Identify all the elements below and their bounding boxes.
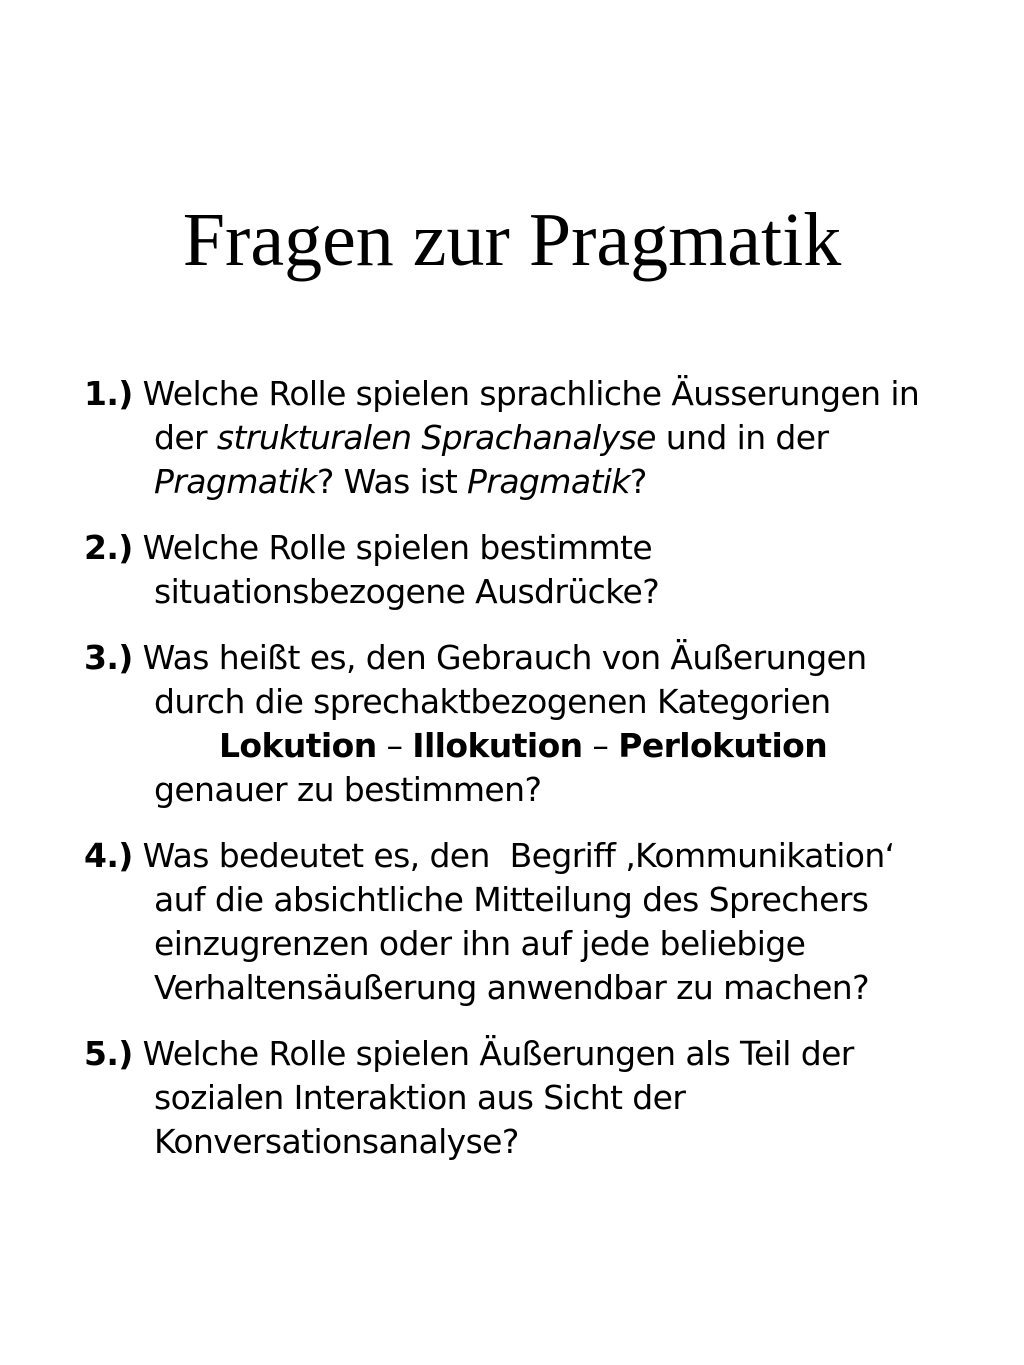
question-text: Was heißt es, den Gebrauch von Äußerungen bbox=[142, 638, 867, 677]
question-text: ? Was ist bbox=[316, 462, 468, 501]
question-text: Welche Rolle spielen bestimmte bbox=[142, 528, 653, 567]
question-5 bbox=[84, 1032, 984, 1164]
question-text: und in der bbox=[655, 418, 829, 457]
category-lokution: Lokution bbox=[219, 726, 377, 765]
question-3 bbox=[84, 636, 984, 812]
question-text: ? bbox=[629, 462, 647, 501]
question-number: 5.) bbox=[84, 1034, 133, 1073]
question-number: 3.) bbox=[84, 638, 133, 677]
question-1-line-3 bbox=[84, 460, 984, 504]
question-3-line-2: durch die sprechaktbezogenen Kategorien bbox=[154, 682, 831, 721]
question-number: 2.) bbox=[84, 528, 133, 567]
question-4-line-1 bbox=[84, 834, 984, 878]
category-perlokution: Perlokution bbox=[618, 726, 828, 765]
question-4-line-4: Verhaltensäußerung anwendbar zu machen? bbox=[154, 968, 870, 1007]
emphasized-term: strukturalen Sprachanalyse bbox=[216, 418, 656, 457]
page-title: Fragen zur Pragmatik bbox=[182, 198, 842, 282]
question-2-line-2: situationsbezogene Ausdrücke? bbox=[154, 572, 660, 611]
emphasized-term: Pragmatik bbox=[467, 462, 630, 501]
question-3-line-1 bbox=[84, 636, 984, 680]
question-1-line-2 bbox=[84, 416, 984, 460]
question-5-line-2: sozialen Interaktion aus Sicht der bbox=[154, 1078, 686, 1117]
question-text: der bbox=[154, 418, 217, 457]
question-list bbox=[84, 372, 984, 1186]
question-5-line-1 bbox=[84, 1032, 984, 1076]
question-2-line-1 bbox=[84, 526, 984, 570]
question-4 bbox=[84, 834, 984, 1010]
question-3-line-3 bbox=[84, 724, 984, 768]
question-text: Welche Rolle spielen sprachliche Äusserungen in bbox=[142, 374, 920, 413]
question-1-line-1 bbox=[84, 372, 984, 416]
category-separator: – bbox=[582, 726, 619, 765]
question-3-line-4: genauer zu bestimmen? bbox=[154, 770, 542, 809]
question-1 bbox=[84, 372, 984, 504]
emphasized-term: Pragmatik bbox=[154, 462, 317, 501]
question-5-line-3: Konversationsanalyse? bbox=[154, 1122, 519, 1161]
question-4-line-2: auf die absichtliche Mitteilung des Sprechers bbox=[154, 880, 869, 919]
question-number: 1.) bbox=[84, 374, 133, 413]
question-4-line-3: einzugrenzen oder ihn auf jede beliebige bbox=[154, 924, 806, 963]
question-number: 4.) bbox=[84, 836, 133, 875]
category-illokution: Illokution bbox=[412, 726, 583, 765]
category-separator: – bbox=[376, 726, 413, 765]
question-2 bbox=[84, 526, 984, 614]
question-text: Welche Rolle spielen Äußerungen als Teil der bbox=[142, 1034, 854, 1073]
question-text: Was bedeutet es, den Begriff ‚Kommunikation‘ bbox=[142, 836, 895, 875]
